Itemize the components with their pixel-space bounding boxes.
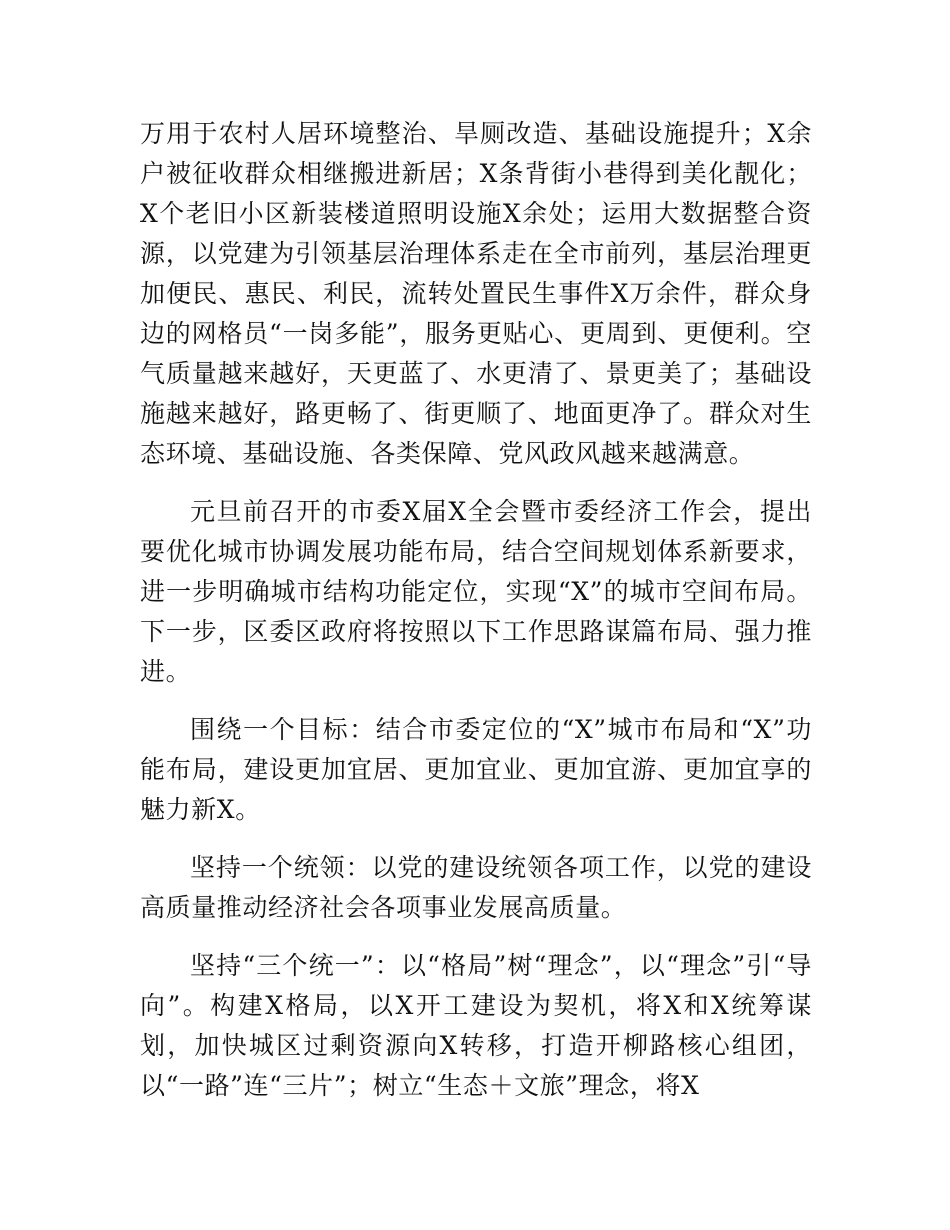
paragraph-2: 元旦前召开的市委X届X全会暨市委经济工作会，提出要优化城市协调发展功能布局，结合空间规划体系新要求，进一步明确城市结构功能定位，实现“X”的城市空间布局。下一步，区委区政府将按照以下工作思路谋篇布局、强力推进。	[140, 497, 812, 686]
document-body	[140, 114, 812, 1124]
paragraph-1: 万用于农村人居环境整治、旱厕改造、基础设施提升；X余户被征收群众相继搬进新居；X条背街小巷得到美化靓化；X个老旧小区新装楼道照明设施X余处；运用大数据整合资源，以党建为引领基层治理体系走在全市前列，基层治理更加便民、惠民、利民，流转处置民生事件X万余件，群众身边的网格员“一岗多能”，服务更贴心、更周到、更便利。空气质量越来越好，天更蓝了、水更清了、景更美了；基础设施越来越好，路更畅了、街更顺了、地面更净了。群众对生态环境、基础设施、各类保障、党风政风越来越满意。	[140, 119, 812, 468]
paragraph-3: 围绕一个目标：结合市委定位的“X”城市布局和“X”功能布局，建设更加宜居、更加宜业、更加宜游、更加宜享的魅力新X。	[140, 715, 812, 824]
paragraph-4: 坚持一个统领：以党的建设统领各项工作，以党的建设高质量推动经济社会各项事业发展高质量。	[140, 853, 812, 922]
paragraph-5: 坚持“三个统一”：以“格局”树“理念”，以“理念”引“导向”。构建X格局，以X开工建设为契机，将X和X统筹谋划，加快城区过剩资源向X转移，打造开柳路核心组团，以“一路”连“三片”；树立“生态＋文旅”理念，将X	[140, 951, 812, 1100]
